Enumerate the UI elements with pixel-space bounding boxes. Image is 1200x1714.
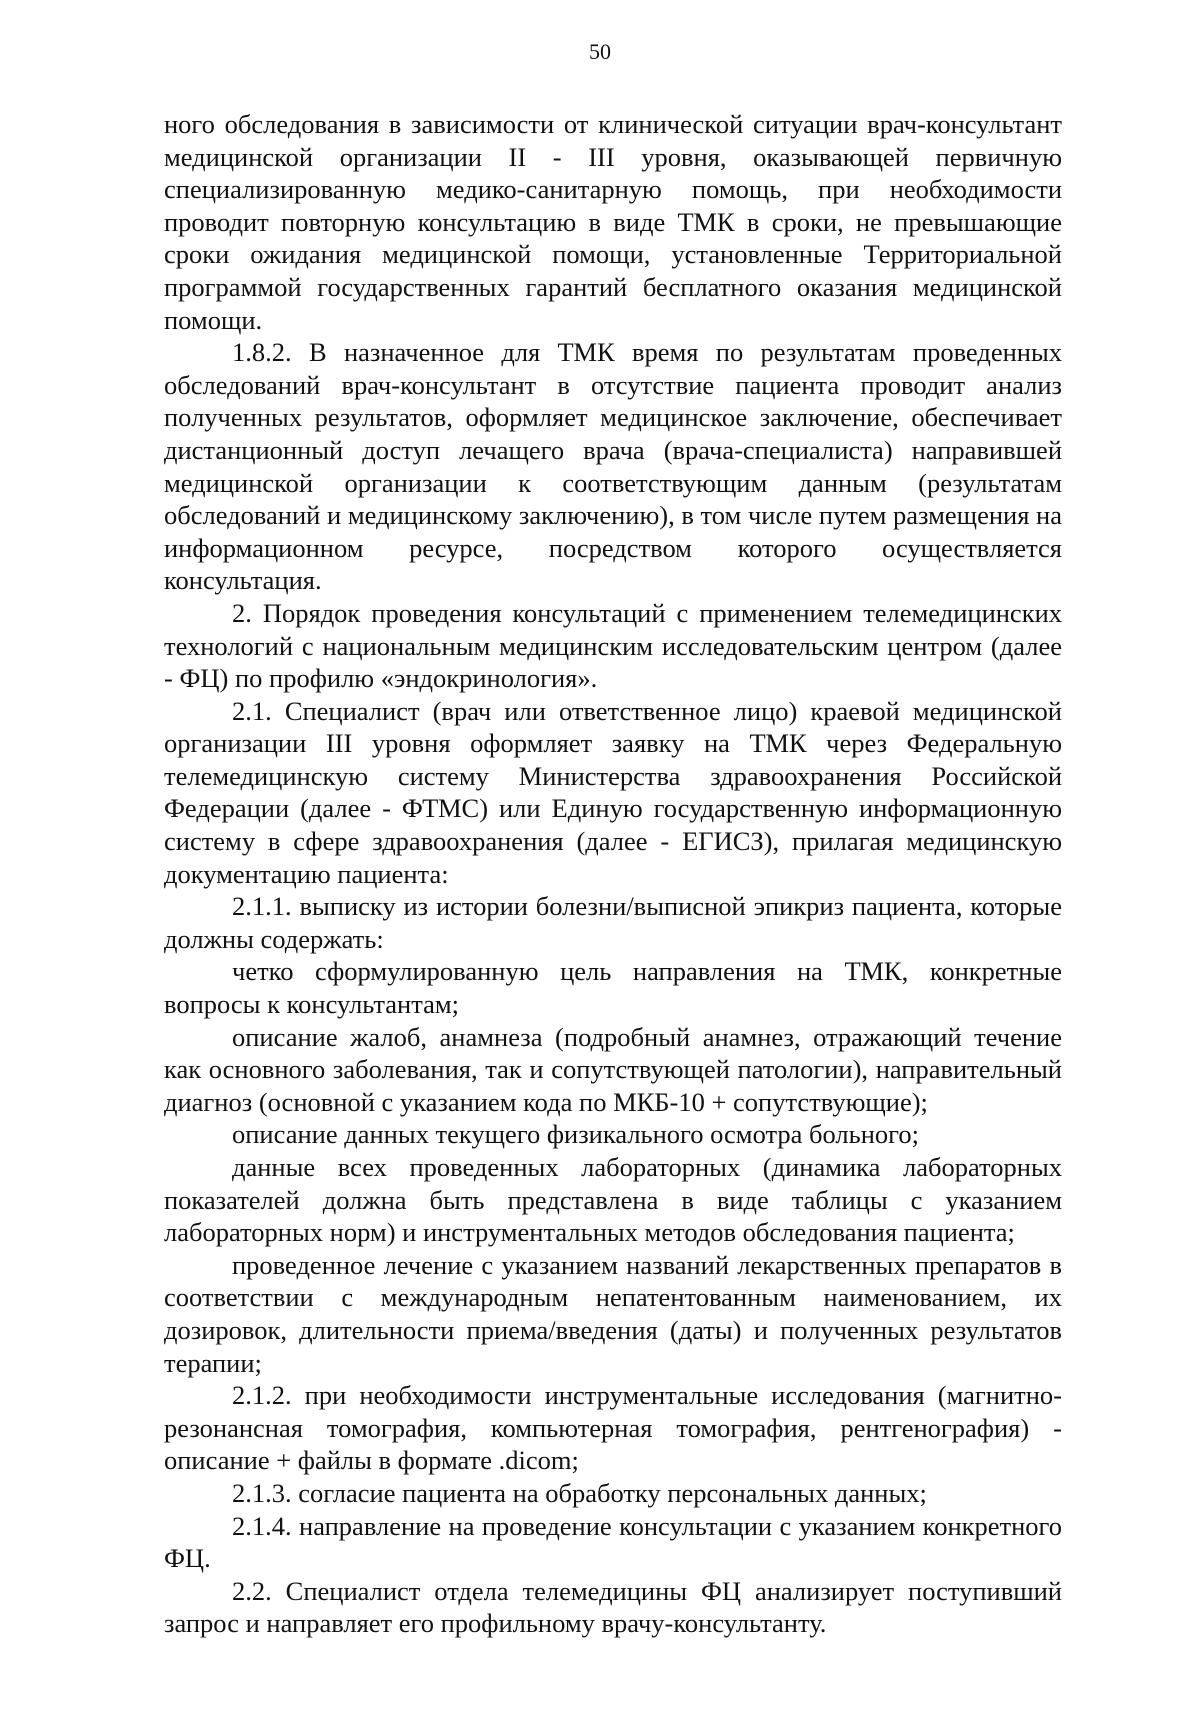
paragraph-physical-exam: описание данных текущего физикального осмотра больного; [232, 1119, 919, 1150]
paragraph-2-2: 2.2. Специалист отдела телемедицины ФЦ анализирует поступивший запрос и направляет его профильному врачу-консультанту. [164, 1575, 1062, 1639]
paragraph-continuation: ного обследования в зависимости от клинической ситуации врач-консультант медицинской организации II - III уровня, оказывающей первичную специализированную медико-санитарную помощь, при необходимости проводит повторную консультацию в виде ТМК в сроки, не превышающие сроки ожидания медицинской помощи, установленные Территориальной программой государственных гарантий бесплатного оказания медицинской помощи. [164, 109, 1062, 335]
paragraph-2-1-1: 2.1.1. выписку из истории болезни/выписной эпикриз пациента, которые должны содержать: [164, 891, 1062, 954]
paragraph-treatment: проведенное лечение с указанием названий лекарственных препаратов в соответствии с международным непатентованным наименованием, их дозировок, длительности приема/введения (даты) и полученных результатов терапии; [164, 1249, 1062, 1378]
paragraph-2-1-3: 2.1.3. согласие пациента на обработку персональных данных; [232, 1477, 927, 1508]
paragraph-section-2: 2. Порядок проведения консультаций с применением телемедицинских технологий с национальным медицинским исследовательским центром (далее - ФЦ) по профилю «эндокринология». [164, 597, 1062, 694]
paragraph-2-1: 2.1. Специалист (врач или ответственное лицо) краевой медицинской организации III уровня оформляет заявку на ТМК через Федеральную телемедицинскую систему Министерства здравоохранения Российской Федерации (далее - ФТМС) или Единую государственную информационную систему в сфере здравоохранения (далее - ЕГИСЗ), прилагая медицинскую документацию пациента: [164, 695, 1062, 889]
page-number: 50 [589, 39, 611, 64]
paragraph-complaints: описание жалоб, анамнеза (подробный анамнез, отражающий течение как основного заболевания, так и сопутствующей патологии), направительный диагноз (основной с указанием кода по МКБ-10 + сопутствующие); [164, 1021, 1062, 1117]
paragraph-2-1-4: 2.1.4. направление на проведение консультации с указанием конкретного ФЦ. [164, 1510, 1062, 1574]
paragraph-2-1-2: 2.1.2. при необходимости инструментальные исследования (магнитно-резонансная томография, компьютерная томография, рентгенография) - описание + файлы в формате .dicom; [164, 1380, 1062, 1476]
paragraph-lab-data: данные всех проведенных лабораторных (динамика лабораторных показателей должна быть представлена в виде таблицы с указанием лабораторных норм) и инструментальных методов обследования пациента; [164, 1152, 1062, 1248]
paragraph-1-8-2: 1.8.2. В назначенное для ТМК время по результатам проведенных обследований врач-консультант в отсутствие пациента проводит анализ полученных результатов, оформляет медицинское заключение, обеспечивает дистанционный доступ лечащего врача (врача-специалиста) направившей медицинской организации к соответствующим данным (результатам обследований и медицинскому заключению), в том числе путем размещения на информационном ресурсе, посредством которого осуществляется консультация. [164, 337, 1062, 596]
document-body [164, 108, 1062, 1640]
paragraph-goal: четко сформулированную цель направления на ТМК, конкретные вопросы к консультантам; [164, 956, 1062, 1020]
